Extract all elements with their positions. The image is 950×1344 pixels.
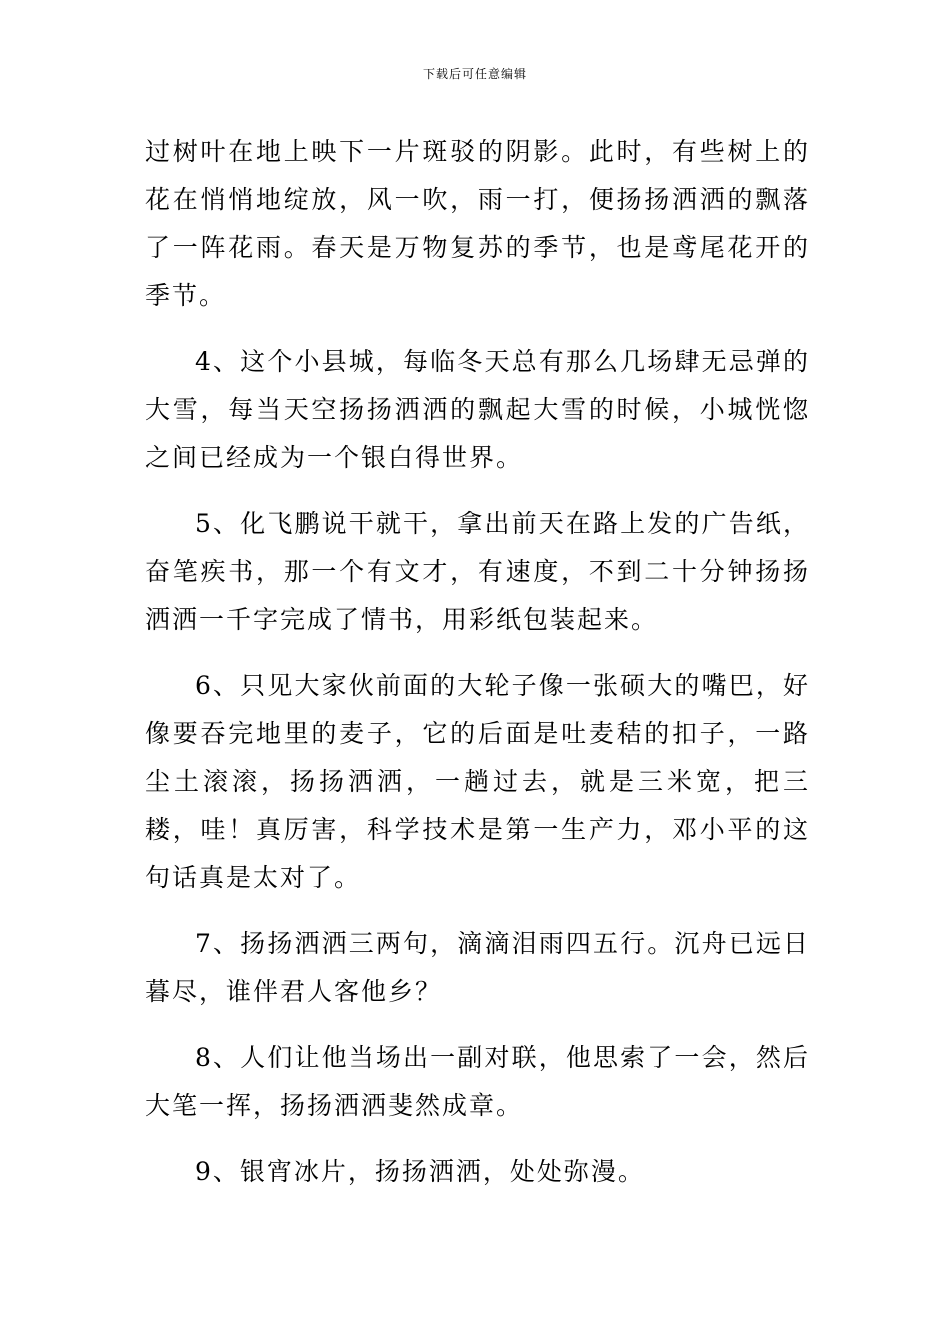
paragraph-continuation: 过树叶在地上映下一片斑驳的阴影。此时，有些树上的花在悄悄地绽放，风一吹，雨一打，便扬扬洒洒的飘落了一阵花雨。春天是万物复苏的季节，也是鸢尾花开的季节。: [145, 137, 810, 310]
page-header: 下载后可任意编辑: [422, 67, 527, 81]
paragraph-item-6: 6、只见大家伙前面的大轮子像一张硕大的嘴巴，好像要吞完地里的麦子，它的后面是吐麦秸的扣子，一路尘土滚滚，扬扬洒洒，一趟过去，就是三米宽，把三耧，哇！真厉害，科学技术是第一生产力，邓小平的这句话真是太对了。: [145, 671, 810, 892]
paragraph-item-8: 8、人们让他当场出一副对联，他思索了一会，然后大笔一挥，扬扬洒洒斐然成章。: [145, 1043, 810, 1120]
paragraph-item-5: 5、化飞鹏说干就干，拿出前天在路上发的广告纸，奋笔疾书，那一个有文才，有速度，不到二十分钟扬扬洒洒一千字完成了情书，用彩纸包装起来。: [145, 509, 810, 634]
paragraph-item-7: 7、扬扬洒洒三两句，滴滴泪雨四五行。沉舟已远日暮尽，谁伴君人客他乡？: [145, 929, 810, 1006]
paragraph-item-4: 4、这个小县城，每临冬天总有那么几场肆无忌弹的大雪，每当天空扬扬洒洒的飘起大雪的时候，小城恍惚之间已经成为一个银白得世界。: [145, 347, 810, 472]
paragraph-item-9: 9、银宵冰片，扬扬洒洒，处处弥漫。: [195, 1157, 645, 1186]
document-body: [145, 128, 810, 1214]
